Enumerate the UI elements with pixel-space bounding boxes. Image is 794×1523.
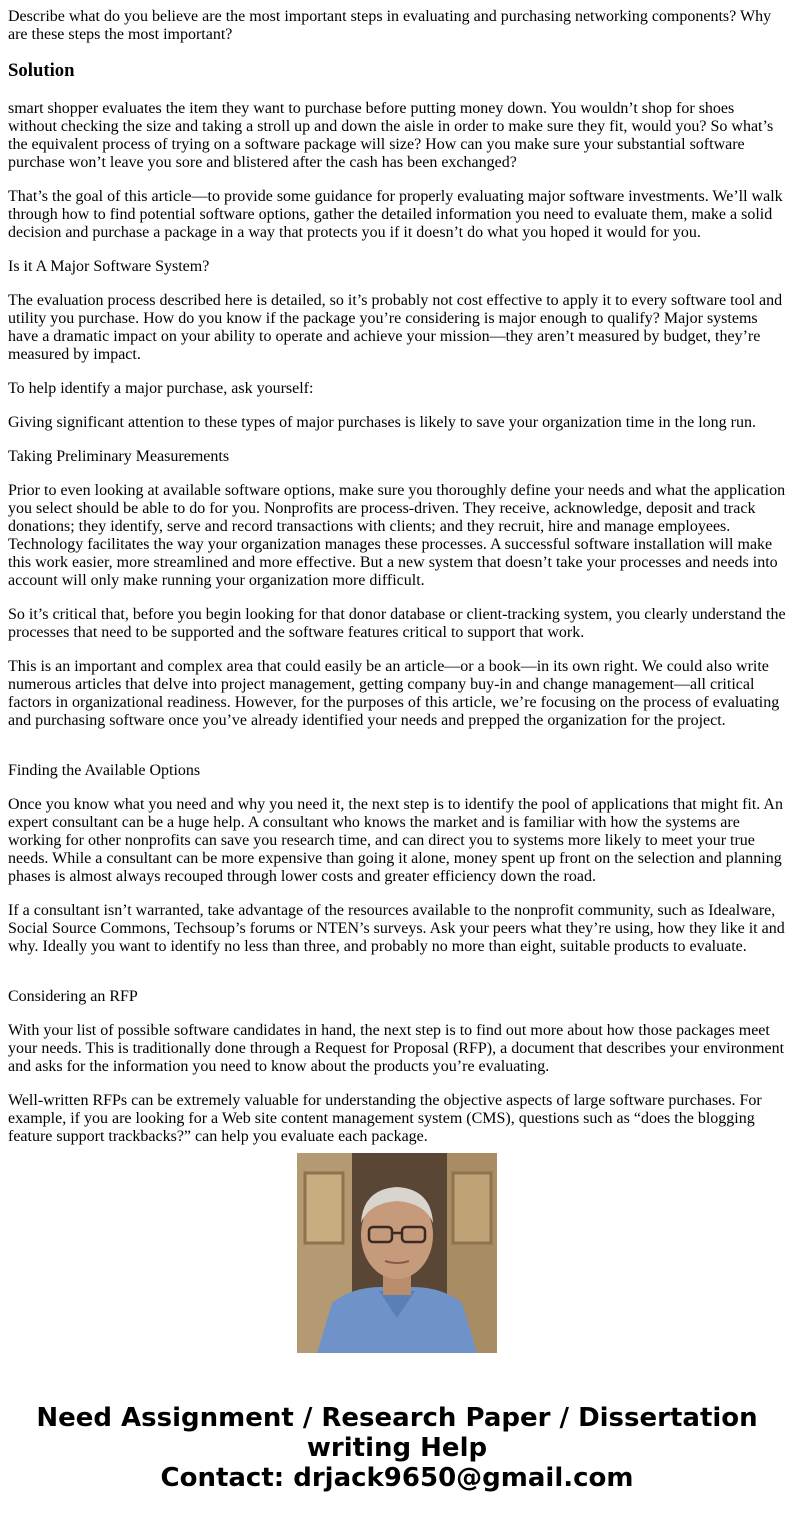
spacer [8,972,786,988]
question-text: Describe what do you believe are the most important steps in evaluating and purchasing networking components? Why are these steps the most important? [8,8,772,43]
paragraph: If a consultant isn’t warranted, take advantage of the resources available to the nonprofit community, such as Idealware, Social Source Commons, Techsoup’s forums or NTEN’s surveys. Ask your peers what they’re using, how they like it and why. Ideally you want to identify no less than three, and probably no more than eight, suitable products to evaluate. [8,902,785,955]
solution-heading: Solution [8,60,75,81]
footer-line-2: writing Help [306,1433,488,1463]
section-heading: Is it A Major Software System? [8,258,210,275]
paragraph: Once you know what you need and why you need it, the next step is to identify the pool of applications that might fit. An expert consultant can be a huge help. A consultant who knows the market and is familiar with how the systems are working for other nonprofits can save you research time, and can direct you to systems more likely to meet your true needs. While a consultant can be more expensive than going it alone, money spent up front on the selection and planning phases is almost always recouped through lower costs and greater efficiency down the road. [8,796,783,885]
paragraph: With your list of possible software candidates in hand, the next step is to find out more about how those packages meet your needs. This is traditionally done through a Request for Proposal (RFP), a document that describes your environment and asks for the information you need to know about the products you’re evaluating. [8,1022,785,1075]
article-content [8,0,786,1145]
paragraph: So it’s critical that, before you begin looking for that donor database or client-tracking system, you clearly understand the processes that need to be supported and the software features critical to support that work. [8,606,786,641]
footer-contact-email: Contact: drjack9650@gmail.com [160,1463,634,1493]
paragraph: This is an important and complex area that could easily be an article—or a book—in its own right. We could also write numerous articles that delve into project management, getting company buy-in and change management—all critical factors in organizational readiness. However, for the purposes of this article, we’re focusing on the process of evaluating and purchasing software once you’ve already identified your needs and prepped the organization for the project. [8,658,780,729]
paragraph: Giving significant attention to these types of major purchases is likely to save your organization time in the long run. [8,414,756,431]
section-heading: Finding the Available Options [8,762,201,779]
paragraph: To help identify a major purchase, ask yourself: [8,380,314,397]
paragraph: smart shopper evaluates the item they want to purchase before putting money down. You wouldn’t shop for shoes without checking the size and taking a stroll up and down the aisle in order to make sure they fit, would you? So what’s the equivalent process of trying on a software package will size? How can you make sure your substantial software purchase won’t leave you sore and blistered after the cash has been exchanged? [8,100,774,171]
paragraph: The evaluation process described here is detailed, so it’s probably not cost effective to apply it to every software tool and utility you purchase. How do you know if the package you’re considering is major enough to qualify? Major systems have a dramatic impact on your ability to operate and achieve your mission—they aren’t measured by budget, they’re measured by impact. [8,292,783,363]
contact-banner [0,1403,794,1493]
paragraph: Prior to even looking at available software options, make sure you thoroughly define your needs and what the application you select should be able to do for you. Nonprofits are process-driven. They receive, acknowledge, deposit and track donations; they identify, serve and record transactions with clients; and they recruit, hire and manage employees. Technology facilitates the way your organization manages these processes. A successful software installation will make this work easier, more streamlined and more effective. But a new system that doesn’t take your processes and needs into account will only make running your organization more difficult. [8,482,786,589]
author-portrait-image [297,1153,497,1353]
footer-line-1: Need Assignment / Research Paper / Dissertation [36,1403,758,1433]
section-heading: Considering an RFP [8,988,138,1005]
section-heading: Taking Preliminary Measurements [8,448,230,465]
paragraph: Well-written RFPs can be extremely valuable for understanding the objective aspects of large software purchases. For example, if you are looking for a Web site content management system (CMS), questions such as “does the blogging feature support trackbacks?” can help you evaluate each package. [8,1092,762,1145]
paragraph: That’s the goal of this article—to provide some guidance for properly evaluating major software investments. We’ll walk through how to find potential software options, gather the detailed information you need to evaluate them, make a solid decision and purchase a package in a way that protects you if it doesn’t do what you hoped it would for you. [8,188,783,241]
spacer [8,746,786,762]
author-avatar [297,1153,497,1353]
